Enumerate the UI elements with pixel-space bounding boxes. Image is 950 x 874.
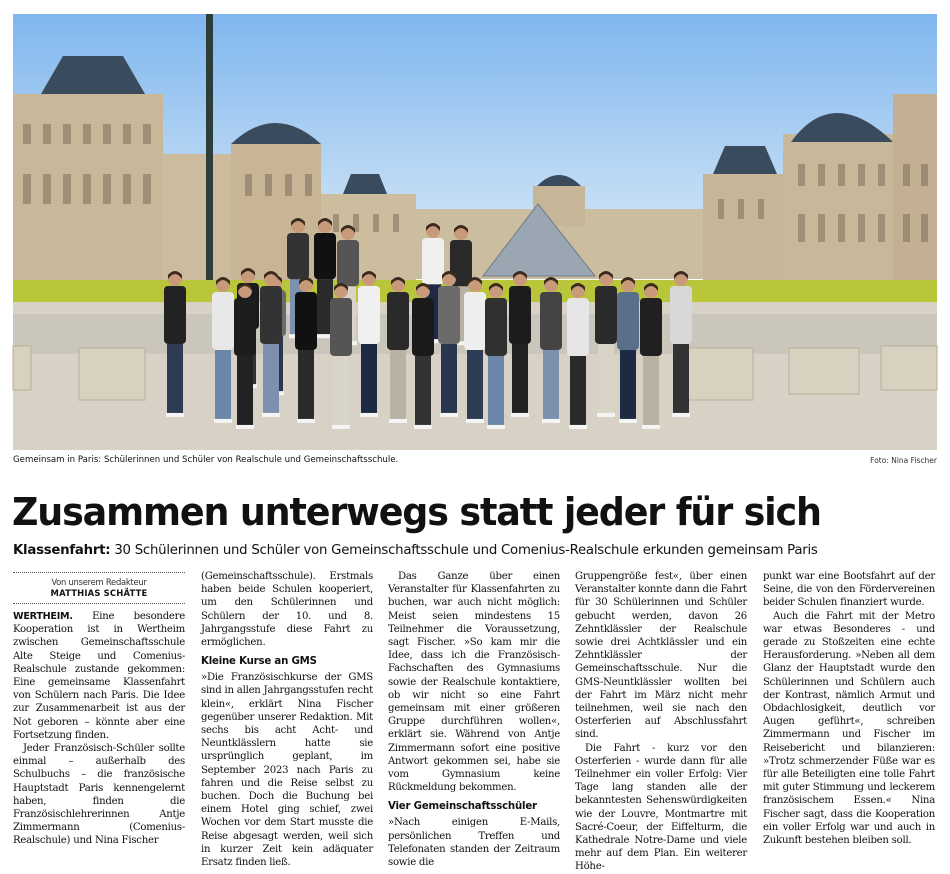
student-front-row [509, 271, 531, 417]
dateline: WERTHEIM. [13, 611, 73, 622]
photo-credit: Foto: Nina Fischer [870, 456, 937, 465]
student-front-row [260, 271, 282, 417]
photo-caption: Gemeinsam in Paris: Schülerinnen und Schüler von Realschule und Gemeinschaftsschule. [13, 455, 399, 465]
paragraph: Auch die Fahrt mit der Metro war etwas Besonderes - und gerade zu Stoßzeiten eine echte Herausforderung. »Neben all dem Glanz der Hauptstadt wurde den Schülerinnen und Schülern auch der Kontrast, nämlich Armut und Obdachlosigkeit, deutlich vor Augen geführt«, schreiben Zimmermann und Fischer im Reisebericht und bilanzieren: »Trotz schmerzender Füße war es für alle Beteiligten eine tolle Fahrt mit guter Stimmung und leckerem französischem Essen.« Nina Fischer sagt, dass die Kooperation ein voller Erfolg war und auch in Zukunft bestehen bleiben soll. [763, 610, 935, 847]
subline-label: Klassenfahrt: [13, 543, 111, 558]
byline-author: MATTHIAS SCHÄTTE [50, 588, 148, 598]
subheading: Kleine Kurse an GMS [201, 656, 317, 668]
student-front-row [295, 277, 317, 423]
subline [13, 542, 937, 560]
caption-row [13, 455, 937, 469]
paragraph: Gruppengröße fest«, über einen Veranstalter konnte dann die Fahrt für 30 Schülerinnen und Schüler gebucht werden, davon 26 Zehntklässler der Realschule sowie drei Achtklässler und ein Zehntklässler der Gemeinschaftsschule. Nur die GMS-Neuntklässler wollten bei der Fahrt im März nicht mehr teilnehmen, weil sie nach den Osterferien auf Abschlussfahrt sind. [575, 571, 747, 741]
student-front-row [617, 277, 639, 423]
paragraph [13, 610, 185, 742]
column-5 [763, 570, 935, 847]
student-front-row [464, 277, 486, 423]
student-front-row [670, 271, 692, 417]
student-front-row [164, 271, 186, 417]
student-front-row [330, 283, 352, 429]
column-2 [201, 570, 373, 869]
paragraph: Das Ganze über einen Veranstalter für Klassenfahrten zu buchen, war auch nicht möglich: Meist seien mindestens 15 Teilnehmer die Voraussetzung, sagt Fischer. »So kam mir die Idee, dass ich die Französisch-Fachschaften des Gymnasiums sowie der Realschule kontaktiere, ob wir nicht so eine Fahrt gemeinsam mit einer größeren Gruppe durchführen wollen«, erklärt sie. Während von Antje Zimmermann sofort eine positive Antwort gekommen sei, habe sie vom Gymnasium keine Rückmeldung bekommen. [388, 571, 560, 794]
paragraph: (Gemeinschaftsschule). Erstmals haben beide Schulen kooperiert, um den Schülerinnen und Schülern der 10. und 8. Jahrgangsstufe diese Fahrt zu ermöglichen. [201, 571, 373, 649]
student-front-row [438, 271, 460, 417]
subline-text: 30 Schülerinnen und Schüler von Gemeinschaftsschule und Comenius-Realschule erkunden gemeinsam Paris [110, 543, 818, 558]
lamp-post [206, 14, 213, 284]
student-front-row [595, 271, 617, 417]
student-front-row [212, 277, 234, 423]
paragraph: »Die Französischkurse der GMS sind in allen Jahrgangsstufen recht klein«, erklärt Nina Fischer gegenüber unserer Redaktion. Mit sechs bis acht Acht- und Neuntklässlern hatte sie ursprünglich geplant, im September 2023 nach Paris zu fahren und die Reise selbst zu buchen. Doch die Buchung bei einem Hotel ging schief, zwei Wochen vor dem Start musste die Reise abgesagt werden, weil sich in kurzer Zeit kein adäquater Ersatz finden ließ. [201, 672, 373, 869]
paragraph-text: Eine besondere Kooperation ist in Wertheim zwischen Gemeinschaftsschule Alte Steige und Comenius-Realschule zustande gekommen: Eine gemeinsame Klassenfahrt von Schülern nach Paris. Die Idee zur Zusammenarbeit ist aus der Not geboren – könnte aber eine Fortsetzung finden. [13, 611, 185, 741]
byline-prefix: Von unserem Redakteur [51, 577, 147, 587]
paragraph: »Nach einigen E-Mails, persönlichen Treffen und Telefonaten standen der Zeitraum sowie die [388, 817, 560, 869]
student-front-row [412, 283, 434, 429]
article-body [13, 570, 937, 873]
subheading: Vier Gemeinschaftsschüler [388, 801, 537, 813]
student-front-row [387, 277, 409, 423]
student-front-row [640, 283, 662, 429]
column-4 [575, 570, 747, 874]
paragraph: Die Fahrt - kurz vor den Osterferien - wurde dann für alle Teilnehmer ein voller Erfolg: Vier Tage lang standen alle der bekanntesten Sehenswürdigkeiten wie der Louvre, Montmartre mit Sacré-Coeur, der Eiffelturm, die Kathedrale Notre-Dame und viele mehr auf dem Plan. Ein weiterer Höhe- [575, 742, 747, 873]
paragraph: Jeder Französisch-Schüler sollte einmal – außerhalb des Schulbuchs – die französische Hauptstadt Paris kennengelernt haben, finden die Französischlehrerinnen Antje Zimmermann (Comenius-Realschule) und Nina Fischer [13, 743, 185, 847]
column-3 [388, 570, 560, 869]
student-front-row [567, 283, 589, 429]
student-front-row [234, 283, 256, 429]
student-front-row [540, 277, 562, 423]
byline [13, 572, 185, 604]
student-front-row [358, 271, 380, 417]
student-front-row [485, 283, 507, 429]
headline: Zusammen unterwegs statt jeder für sich [12, 490, 821, 534]
article-photo [13, 14, 937, 450]
louvre-group-photo [13, 14, 937, 450]
paragraph: punkt war eine Bootsfahrt auf der Seine, die von den Fördervereinen beider Schulen finanziert wurde. [763, 571, 935, 609]
column-1 [13, 570, 185, 848]
